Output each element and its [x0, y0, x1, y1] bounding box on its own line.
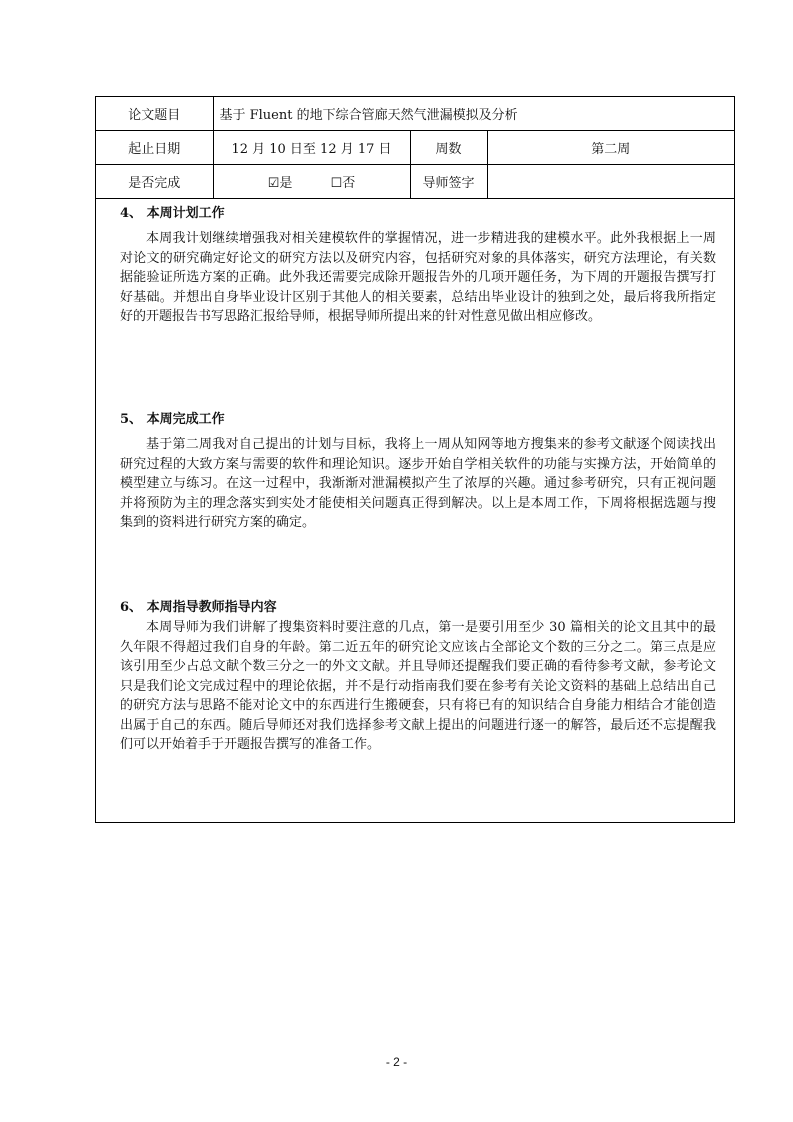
- no-label: 否: [342, 176, 356, 191]
- page-number: - 2 -: [385, 1055, 408, 1069]
- section-body: 基于第二周我对自己提出的计划与目标，我将上一周从知网等地方搜集来的参考文献逐个阅读找出研究过程的大致方案与需要的软件和理论知识。逐步开始自学相关软件的功能与实操方法，开始简单的模型建立与练习。在这一过程中，我渐渐对泄漏模拟产生了浓厚的兴趣。通过参考研究，只有正视问题并将预防为主的理念落实到实处才能使相关问题真正得到解决。以上是本周工作，下周将根据选题与搜集到的资料进行研究方案的确定。: [120, 437, 716, 530]
- empty-box-icon: ☐: [330, 176, 343, 191]
- section-plan: [120, 205, 716, 327]
- title-value: 基于 Fluent 的地下综合管廊天然气泄漏模拟及分析: [213, 97, 734, 131]
- dates-label: 起止日期: [96, 131, 213, 165]
- signature-field[interactable]: [487, 165, 734, 199]
- checked-box-icon: ☑: [267, 176, 280, 191]
- completion-row: [96, 165, 734, 199]
- title-label: 论文题目: [96, 97, 213, 131]
- section-completed: [120, 411, 716, 533]
- section-heading: 5、 本周完成工作: [120, 412, 225, 427]
- no-checkbox[interactable]: [331, 176, 356, 191]
- done-label: 是否完成: [96, 165, 213, 199]
- yes-checkbox[interactable]: [268, 176, 293, 191]
- dates-row: [96, 131, 734, 165]
- title-row: [96, 97, 734, 131]
- section-heading: 4、 本周计划工作: [120, 206, 225, 221]
- signature-label: 导师签字: [410, 165, 487, 199]
- section-guidance: [120, 599, 716, 755]
- section-heading: 6、 本周指导教师指导内容: [120, 600, 277, 615]
- week-value: 第二周: [487, 131, 734, 165]
- week-label: 周数: [410, 131, 487, 165]
- done-options: [213, 165, 410, 199]
- section-body: 本周我计划继续增强我对相关建模软件的掌握情况，进一步精进我的建模水平。此外我根据上一周对论文的研究确定好论文的研究方法以及研究内容，包括研究对象的具体落实，研究方法理论，有关数据能验证所选方案的正确。此外我还需要完成除开题报告外的几项开题任务，为下周的开题报告撰写打好基础。并想出自身毕业设计区别于其他人的相关要素，总结出毕业设计的独到之处，最后将我所指定好的开题报告书写思路汇报给导师，根据导师所提出来的针对性意见做出相应修改。: [120, 231, 716, 324]
- header-table: [96, 97, 734, 199]
- yes-label: 是: [279, 176, 293, 191]
- report-form: [95, 96, 735, 823]
- dates-value: 12 月 10 日至 12 月 17 日: [213, 131, 410, 165]
- section-body: 本周导师为我们讲解了搜集资料时要注意的几点，第一是要引用至少 30 篇相关的论文且其中的最久年限不得超过我们自身的年龄。第二近五年的研究论文应该占全部论文个数的三分之二。第三点是应该引用至少占总文献个数三分之一的外文文献。并且导师还提醒我们要正确的看待参考文献，参考论文只是我们论文完成过程中的理论依据，并不是行动指南我们要在参考有关论文资料的基础上总结出自己的研究方法与思路不能对论文中的东西进行生搬硬套，只有将已有的知识结合自身能力相结合才能创造出属于自己的东西。随后导师还对我们选择参考文献上提出的问题进行逐一的解答，最后还不忘提醒我们可以开始着手于开题报告撰写的准备工作。: [120, 620, 716, 752]
